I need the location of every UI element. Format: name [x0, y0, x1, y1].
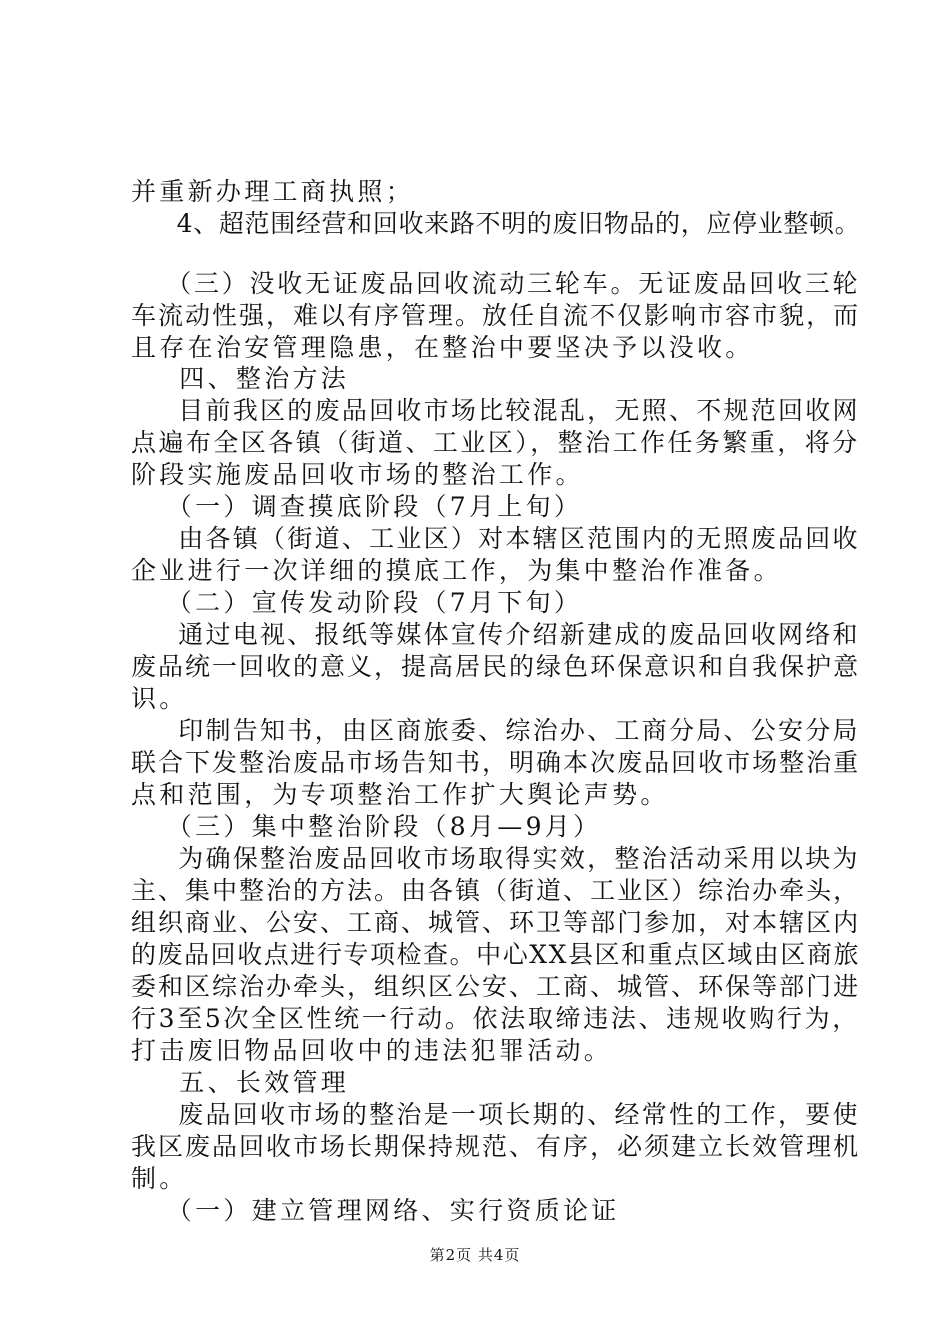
- section-heading: （三）没收无证废品回收流动三轮车。无证废品回收三轮: [151, 269, 861, 298]
- body-text-line: 车流动性强，难以有序管理。放任自流不仅影响市容市貌，而: [131, 301, 861, 330]
- body-text-line: 行3至5次全区性统一行动。依法取缔违法、违规收购行为，: [131, 1004, 860, 1033]
- body-text-line: 组织商业、公安、工商、城管、环卫等部门参加，对本辖区内: [131, 908, 861, 937]
- section-heading: （一）建立管理网络、实行资质论证: [151, 1196, 620, 1225]
- body-text-line: 我区废品回收市场长期保持规范、有序，必须建立长效管理机: [131, 1132, 861, 1161]
- body-text-line: 并重新办理工商执照；: [131, 177, 415, 206]
- section-heading: （二）宣传发动阶段（7月下旬）: [151, 588, 583, 617]
- body-text-line: 点和范围，为专项整治工作扩大舆论声势。: [131, 780, 669, 809]
- body-text-line: 由各镇（街道、工业区）对本辖区范围内的无照废品回收: [151, 524, 860, 553]
- body-text-line: 制。: [131, 1164, 188, 1193]
- body-text-line: 识。: [131, 684, 188, 713]
- body-text-line: 阶段实施废品回收市场的整治工作。: [131, 460, 584, 489]
- body-text-line: 废品统一回收的意义，提高居民的绿色环保意识和自我保护意: [131, 652, 861, 681]
- body-text-line: 废品回收市场的整治是一项长期的、经常性的工作，要使: [151, 1100, 860, 1129]
- body-text-line: 企业进行一次详细的摸底工作，为集中整治作准备。: [131, 556, 782, 585]
- page-footer: 第2页 共4页: [429, 1246, 521, 1264]
- body-text-line: 目前我区的废品回收市场比较混乱，无照、不规范回收网: [151, 396, 860, 425]
- body-text-line: 委和区综治办牵头，组织区公安、工商、城管、环保等部门进: [131, 972, 861, 1001]
- body-text-line: 打击废旧物品回收中的违法犯罪活动。: [131, 1036, 613, 1065]
- body-text-line: 联合下发整治废品市场告知书，明确本次废品回收市场整治重: [131, 748, 861, 777]
- body-text-line: 4、超范围经营和回收来路不明的废旧物品的，应停业整顿。: [151, 209, 861, 238]
- body-text-line: 的废品回收点进行专项检查。中心XX县区和重点区域由区商旅: [131, 940, 860, 969]
- section-heading: （一）调查摸底阶段（7月上旬）: [151, 492, 583, 521]
- section-heading: （三）集中整治阶段（8月—9月）: [151, 812, 602, 841]
- section-heading: 四、整治方法: [151, 364, 350, 393]
- section-heading: 五、长效管理: [151, 1068, 350, 1097]
- body-text-line: 且存在治安管理隐患，在整治中要坚决予以没收。: [131, 333, 754, 362]
- body-text-line: 为确保整治废品回收市场取得实效，整治活动采用以块为: [151, 844, 860, 873]
- body-text-line: 主、集中整治的方法。由各镇（街道、工业区）综治办牵头，: [131, 876, 861, 905]
- body-text-line: 点遍布全区各镇（街道、工业区），整治工作任务繁重，将分: [131, 428, 860, 457]
- body-text-line: 通过电视、报纸等媒体宣传介绍新建成的废品回收网络和: [151, 620, 860, 649]
- body-text-line: 印制告知书，由区商旅委、综治办、工商分局、公安分局: [151, 716, 860, 745]
